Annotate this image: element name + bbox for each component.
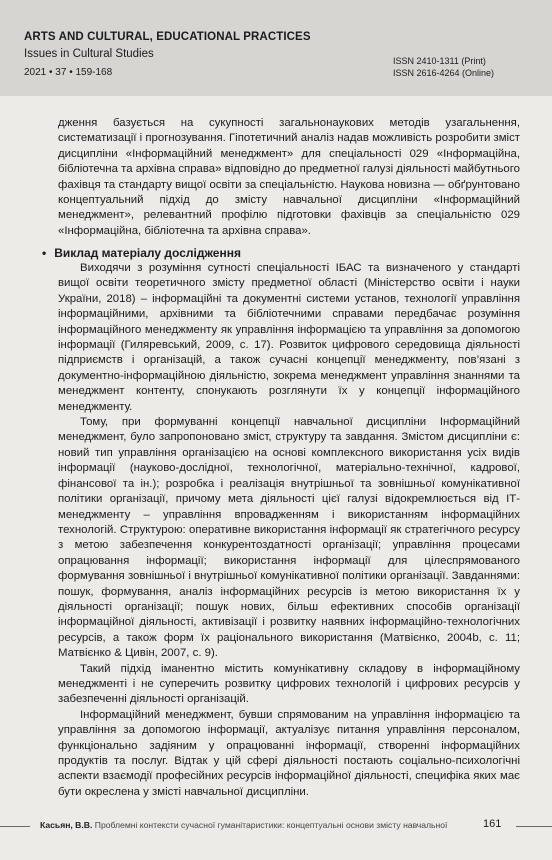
section-heading bbox=[42, 245, 520, 261]
bullet-icon: • bbox=[42, 246, 47, 260]
body-paragraph: Тому, при формуванні концепції навчальної дисципліни Інформаційний менеджмент, було запропоновано зміст, структуру та завдання. Змістом дисципліни є: новий тип управління організацією на основі комплексного використання усіх видів інформації (науково-дослідної, технологічної, матеріально-технічної, кадрової, фінансової та ін.); розробка і реалізація внутрішньої та зовнішньої комунікативної політики організації, причому мета діяльності цієї галузі відокремлюється від ІТ-менеджменту – управління впровадженням і використанням інформаційних технологій. Структурою: оперативне використання інформації як стратегічного ресурсу з метою забезпечення конкурентоздатності організації; управління процесами опрацювання інформації; використання інформації для цілеспрямованого формування зовнішньої і внутрішньої комунікативної політики організації. Завданнями: пошук, формування, аналіз інформаційних ресурсів із метою використання їх у діяльності організації; пошук нових, більш ефективних способів організації інформаційної діяльності, активізації і розвитку наявних інформаційно-технологічних ресурсів, а також форм їх раціонального використання (Матвієнко, 2004b, с. 11; Матвієнко & Цивін, 2007, с. 9). bbox=[58, 416, 520, 660]
journal-category: ARTS AND CULTURAL, EDUCATIONAL PRACTICES bbox=[24, 31, 311, 43]
page-header bbox=[0, 0, 552, 96]
body-paragraph: Інформаційний менеджмент, бувши спрямованим на управління інформацією та управління за допомогою інформації, актуалізує питання управління персоналом, функціонально задіяним у опрацюванні інформації, створенні інформаційних продуктів та послуг. Відтак у цій сфері діяльності постають соціально-психологічні аспекти взаємодії професійних ресурсів інформаційної діяльності, специфіка яких має бути окреслена у змісті навчальної дисципліни. bbox=[58, 708, 520, 798]
intro-paragraph: дження базується на сукупності загальнонаукових методів узагальнення, систематизації і прогнозування. Гіпотетичний аналіз надав можливість розробити зміст дисципліни «Інформаційний менеджмент» для спеціальності 029 «Інформаційна, бібліотечна та архівна справа» відповідно до предметної галузі діяльності майбутнього фахівця та стандарту вищої освіти за спеціальністю. Наукова новизна — обґрунтовано концептуальний підхід до змісту навчальної дисципліни «Інформаційний менеджмент», релевантний профілю підготовки фахівців за спеціальністю 029 «Інформаційна, бібліотечна та архівна справа». bbox=[58, 117, 520, 237]
body-paragraph: Виходячи з розуміння сутності спеціальності ІБАС та визначеного у стандарті вищої освіти теоретичного змісту предметної області (Міністерство освіти і науки України, 2018) – інформаційні та документні системи установ, технології управління інформаційними, архівними та бібліотечними справами передбачає розуміння інформаційного менеджменту як управління інформацією та управління за допомогою інформації (Гиляревський, 2009, с. 17). Розвиток цифрового середовища діяльності підприємств і організацій, а також сучасні концепції менеджменту, пов’язані з документно-інформаційною діяльністю, зокрема менеджмент управління знаннями та менеджмент контенту, спонукають розглянути їх у концепції інформаційного менеджменту. bbox=[58, 262, 520, 413]
section-body bbox=[42, 245, 520, 800]
footer-author: Касьян, В.В. bbox=[40, 820, 93, 830]
issn-online: ISSN 2616-4264 (Online) bbox=[393, 68, 495, 78]
page-number: 161 bbox=[483, 818, 502, 830]
journal-title: Issues in Cultural Studies bbox=[24, 48, 154, 60]
footer-divider-right bbox=[516, 826, 552, 827]
issue-info: 2021 • 37 • 159-168 bbox=[24, 67, 113, 78]
running-footer bbox=[40, 820, 447, 830]
issn-print: ISSN 2410-1311 (Print) bbox=[393, 56, 486, 66]
section-heading-text: Виклад матеріалу дослідження bbox=[54, 246, 241, 260]
body-paragraph: Такий підхід іманентно містить комунікативну складову в інформаційному менеджменті і не суперечить розвитку цифрових технологій і цифрових ресурсів у забезпеченні діяльності організацій. bbox=[58, 662, 520, 706]
footer-title: Проблемні контексти сучасної гуманітаристики: концептуальні основи змісту навчальної bbox=[94, 820, 448, 830]
footer-divider-left bbox=[0, 826, 30, 827]
